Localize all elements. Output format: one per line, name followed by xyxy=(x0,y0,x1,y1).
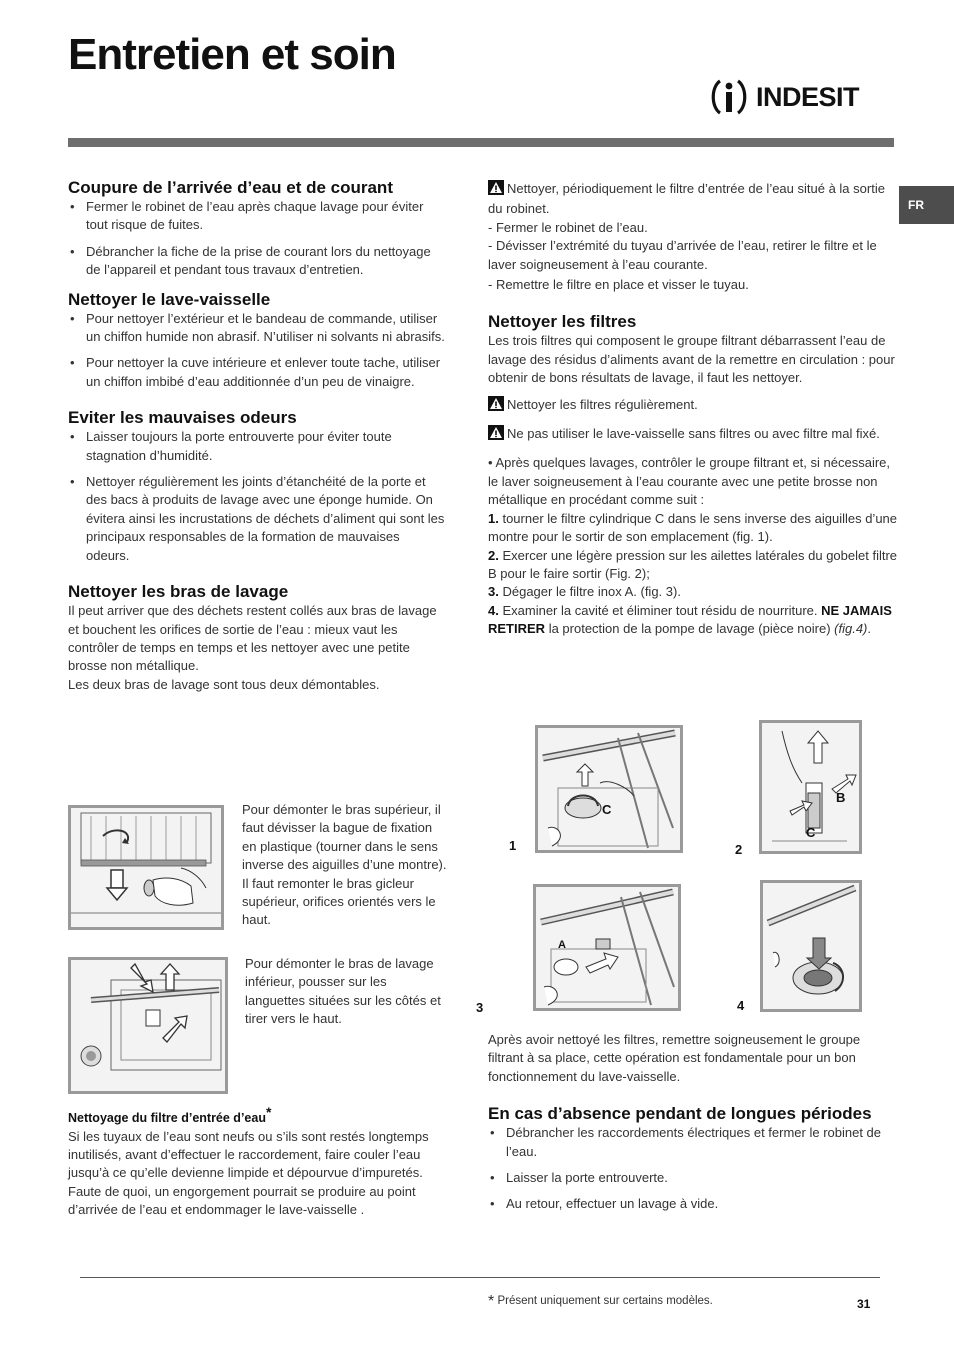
filters-check: • Après quelques lavages, contrôler le groupe filtrant et, si nécessaire, le laver soigneusement à l’eau courante avec une petite brosse non métallique en procédant comme suit : xyxy=(488,455,890,508)
bras-paragraph: Il peut arriver que des déchets restent collés aux bras de lavage et bouchent les orifices de sortie de l’eau : mieux vaut les contrôler de temps en temps et les nettoyer avec une petite brosse non métallique. xyxy=(68,603,437,674)
inlet-step: - Dévisser l’extrémité du tuyau d’arrivée de l’eau, retirer le filtre et le laver soigneusement à l’eau courante. xyxy=(488,238,877,272)
left-column xyxy=(68,178,446,694)
figure-number-3: 3 xyxy=(476,1000,484,1015)
filters-step-1: 1. tourner le filtre cylindrique C dans le sens inverse des aiguilles d’une montre pour le sortir de son emplacement (fig. 1). xyxy=(488,510,898,545)
filters-warning-1: Nettoyer les filtres régulièrement. xyxy=(488,396,898,416)
brand-name: INDESIT xyxy=(756,81,860,112)
figure-number-4: 4 xyxy=(737,998,745,1013)
list-item: • Pour nettoyer l’extérieur et le bandeau de commande, utiliser un chiffon humide non abrasif. N’utiliser ni solvants ni abrasifs. xyxy=(68,310,446,347)
footer-rule xyxy=(80,1277,880,1278)
section-heading-absence: En cas d’absence pendant de longues périodes xyxy=(488,1104,872,1124)
figure-filter-4 xyxy=(760,880,862,1012)
list-item: • Pour nettoyer la cuve intérieure et enlever toute tache, utiliser un chiffon imbibé d’eau additionnée d’un peu de vinaigre. xyxy=(68,354,446,391)
inlet-step: - Remettre le filtre en place et visser le tuyau. xyxy=(488,277,749,293)
list-item: • Laisser toujours la porte entrouverte pour éviter toute stagnation d’humidité. xyxy=(68,428,446,465)
footnote: * Présent uniquement sur certains modèles. xyxy=(488,1293,713,1310)
figure-filter-1 xyxy=(535,725,683,853)
warning-icon xyxy=(488,425,504,445)
list-item: • Laisser la porte entrouverte. xyxy=(488,1169,898,1187)
inlet-filter-text: Si les tuyaux de l’eau sont neufs ou s’ils sont restés longtemps inutilisés, avant d’effectuer le raccordement, faire couler l’eau jusqu’à ce qu’elle devienne limpide et dépourvue d’impuretés. Faute de quoi, un engorgement pourrait se produire au point d’arrivée de l’eau et endommager le lave-vaisselle . xyxy=(68,1128,429,1218)
inlet-filter-heading: Nettoyage du filtre d’entrée d’eau* xyxy=(68,1104,272,1126)
inlet-cleaning-instructions: Nettoyer, périodiquement le filtre d’entrée de l’eau situé à la sortie du robinet. xyxy=(488,181,885,217)
figure-filter-3 xyxy=(533,884,681,1011)
indesit-logo-icon xyxy=(708,77,750,117)
filters-step-3: 3. Dégager le filtre inox A. (fig. 3). xyxy=(488,584,681,600)
title-rule xyxy=(68,138,894,147)
filters-after-text: Après avoir nettoyé les filtres, remettre soigneusement le groupe filtrant à sa place, cette opération est fondamentale pour un bon fonctionnement du lave-vaisselle. xyxy=(488,1032,861,1084)
section-heading-nettoyer-lave-vaisselle: Nettoyer le lave-vaisselle xyxy=(68,289,271,309)
section-heading-bras-de-lavage: Nettoyer les bras de lavage xyxy=(68,582,289,602)
figure-lower-wash-arm xyxy=(68,957,228,1094)
filters-step-2: 2. Exercer une légère pression sur les ailettes latérales du gobelet filtre B pour le faire sortir (Fig. 2); xyxy=(488,547,898,581)
inlet-step: - Fermer le robinet de l’eau. xyxy=(488,219,648,235)
bras-paragraph-2: Les deux bras de lavage sont tous deux démontables. xyxy=(68,676,380,692)
language-tab: FR xyxy=(899,186,954,224)
upper-arm-text: Pour démonter le bras supérieur, il faut dévisser la bague de fixation en plastique (tourner dans le sens inverse des aiguilles d’une montre). Il faut remonter le bras gicleur supérieur, orifices orientés vers le haut. xyxy=(242,802,447,928)
section-heading-coupure: Coupure de l’arrivée d’eau et de courant xyxy=(68,178,393,197)
figure-upper-wash-arm xyxy=(68,805,224,930)
warning-icon xyxy=(488,180,504,200)
filters-step-4: 4. Examiner la cavité et éliminer tout résidu de nourriture. NE JAMAIS RETIRER la protection de la pompe de lavage (pièce noire) (fig.4). xyxy=(488,602,892,637)
section-heading-odeurs: Eviter les mauvaises odeurs xyxy=(68,408,297,428)
list-item: • Débrancher les raccordements électriques et fermer le robinet de l’eau. xyxy=(488,1124,898,1161)
section-heading-nettoyer-filtres: Nettoyer les filtres xyxy=(488,312,637,332)
filters-after xyxy=(488,1031,898,1214)
filters-warning-2: Ne pas utiliser le lave-vaisselle sans filtres ou avec filtre mal fixé. xyxy=(488,425,898,445)
figure-2-tag-c: C xyxy=(806,825,816,840)
page-title: Entretien et soin xyxy=(68,30,396,79)
indesit-logo xyxy=(708,80,859,114)
warning-icon xyxy=(488,396,504,416)
page-number: 31 xyxy=(857,1297,871,1311)
figure-2-tag-b: B xyxy=(836,790,846,805)
figure-3-tag-a: A xyxy=(558,939,566,951)
lower-arm-text: Pour démonter le bras de lavage inférieur, pousser sur les languettes situées sur les côtés et tirer vers le haut. xyxy=(245,956,441,1027)
list-item: • Nettoyer régulièrement les joints d’étanchéité de la porte et des bacs à produits de lavage avec une éponge humide. On évitera ainsi les incrustations de déchets d’aliment qui sont les principaux responsables de la formation de mauvaises odeurs. xyxy=(68,473,446,565)
list-item: • Au retour, effectuer un lavage à vide. xyxy=(488,1195,898,1213)
list-item: • Débrancher la fiche de la prise de courant lors du nettoyage de l’appareil et pendant tous travaux d’entretien. xyxy=(68,243,446,280)
list-item: • Fermer le robinet de l’eau après chaque lavage pour éviter tout risque de fuites. xyxy=(68,198,446,235)
filters-intro: Les trois filtres qui composent le groupe filtrant débarrassent l’eau de lavage des résidus d’aliments avant de la remettre en circulation : pour obtenir de bons résultats de lavage, il faut les nettoyer. xyxy=(488,333,895,386)
figure-1-tag-c: C xyxy=(602,802,612,817)
right-column xyxy=(488,180,898,639)
inlet-filter-section xyxy=(68,1103,444,1220)
figure-number-1: 1 xyxy=(509,838,517,853)
figure-number-2: 2 xyxy=(735,842,743,857)
